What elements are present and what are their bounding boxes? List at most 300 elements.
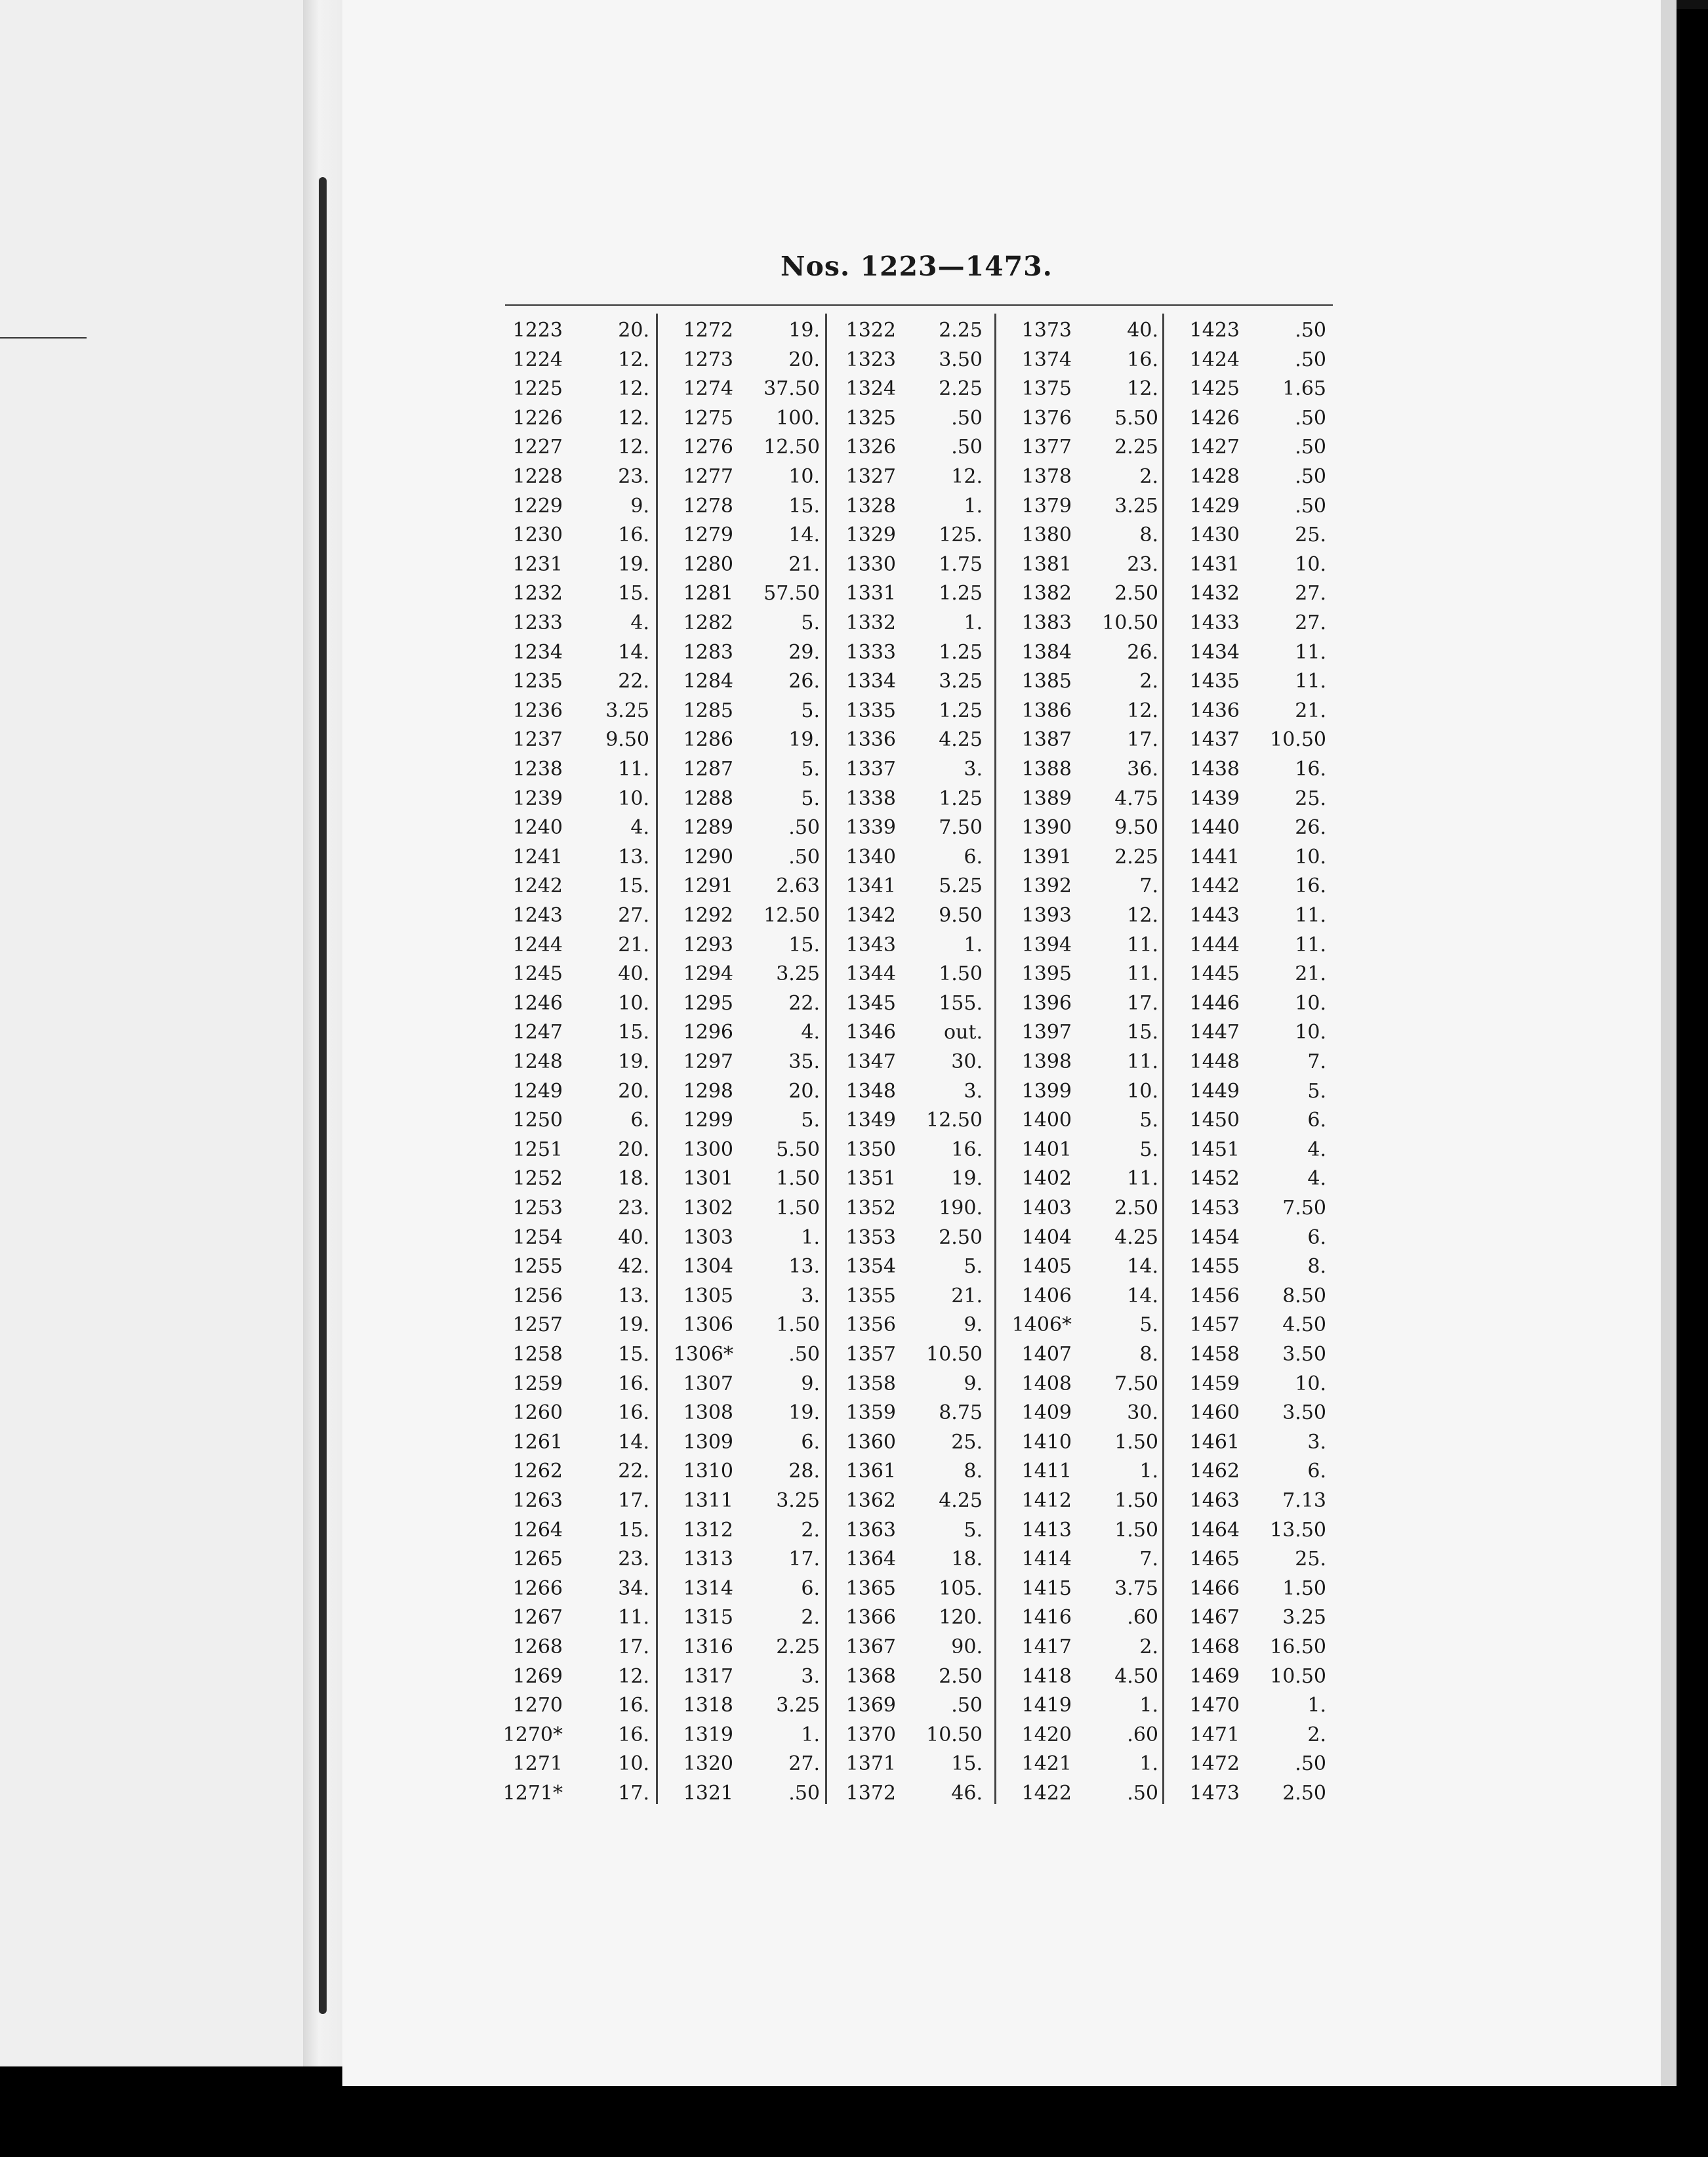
item-number: 1378	[1021, 465, 1072, 488]
item-number: 1409	[1021, 1401, 1072, 1425]
item-price: 2.63	[776, 874, 820, 898]
item-price: 4.	[630, 816, 649, 840]
item-price: 11.	[618, 1606, 649, 1630]
item-number: 1439	[1189, 787, 1240, 810]
item-price: 5.	[801, 758, 820, 781]
binding-spine	[319, 177, 327, 2014]
item-price: 7.	[1139, 874, 1158, 898]
item-price: 28.	[788, 1460, 820, 1483]
item-price: 2.25	[1114, 436, 1158, 459]
item-price: 9.	[630, 494, 649, 518]
item-number: 1451	[1189, 1138, 1240, 1161]
item-price: 5.	[801, 611, 820, 634]
item-price: 1.	[1139, 1460, 1158, 1483]
item-number: 1246	[512, 991, 563, 1015]
item-price: 5.	[1139, 1313, 1158, 1337]
item-number: 1402	[1021, 1167, 1072, 1191]
item-number: 1377	[1021, 436, 1072, 459]
item-price: 10.50	[926, 1723, 983, 1746]
item-price: 27.	[1295, 582, 1326, 606]
item-number: 1405	[1021, 1255, 1072, 1279]
item-price: 16.	[618, 1694, 649, 1717]
item-price: 1.50	[1282, 1576, 1326, 1600]
item-number: 1473	[1189, 1782, 1240, 1805]
item-number: 1328	[845, 494, 896, 518]
item-price: 1.50	[776, 1313, 820, 1337]
item-number: 1433	[1189, 611, 1240, 634]
item-price: 5.25	[939, 874, 983, 898]
item-number: 1244	[512, 933, 563, 956]
item-price: .50	[951, 436, 983, 459]
item-number: 1314	[683, 1576, 733, 1600]
item-number: 1227	[512, 436, 563, 459]
item-price: 4.	[1307, 1138, 1326, 1161]
item-price: 1.50	[939, 962, 983, 986]
item-price: 7.13	[1282, 1489, 1326, 1512]
item-price: 14.	[788, 524, 820, 547]
item-number: 1263	[512, 1489, 563, 1512]
item-price: 7.50	[1282, 1197, 1326, 1220]
item-price: 34.	[618, 1576, 649, 1600]
item-number: 1303	[683, 1225, 733, 1249]
item-number: 1298	[683, 1079, 733, 1103]
item-number: 1449	[1189, 1079, 1240, 1103]
item-number: 1435	[1189, 670, 1240, 693]
item-number: 1268	[512, 1635, 563, 1658]
item-number: 1352	[845, 1197, 896, 1220]
item-price: 23.	[618, 1548, 649, 1571]
item-number: 1362	[845, 1489, 896, 1512]
item-number: 1363	[845, 1518, 896, 1542]
item-price: 3.	[964, 758, 983, 781]
item-number: 1247	[512, 1021, 563, 1044]
item-number: 1358	[845, 1372, 896, 1395]
item-number: 1323	[845, 348, 896, 371]
item-number: 1372	[845, 1782, 896, 1805]
item-number: 1450	[1189, 1109, 1240, 1132]
item-number: 1431	[1189, 552, 1240, 576]
item-price: 1.	[1139, 1694, 1158, 1717]
item-price: 13.50	[1270, 1518, 1326, 1542]
item-number: 1390	[1021, 816, 1072, 840]
item-price: 16.	[618, 1401, 649, 1425]
item-price: 5.	[1139, 1138, 1158, 1161]
item-price: .50	[1295, 348, 1326, 371]
item-price: 3.	[801, 1664, 820, 1688]
item-number: 1386	[1021, 699, 1072, 722]
item-price: 5.	[964, 1255, 983, 1279]
item-number: 1414	[1021, 1548, 1072, 1571]
item-number: 1382	[1021, 582, 1072, 606]
item-price: 23.	[1127, 552, 1158, 576]
item-number: 1283	[683, 640, 733, 664]
item-price: 2.25	[939, 377, 983, 401]
item-price: 1.25	[939, 699, 983, 722]
item-number: 1385	[1021, 670, 1072, 693]
item-number: 1267	[512, 1606, 563, 1630]
item-number: 1223	[512, 319, 563, 342]
item-price: 6.	[1307, 1225, 1326, 1249]
item-price: 3.75	[1114, 1576, 1158, 1600]
item-price: 25.	[1295, 524, 1326, 547]
item-number: 1334	[845, 670, 896, 693]
item-number: 1403	[1021, 1197, 1072, 1220]
item-number: 1257	[512, 1313, 563, 1337]
item-price: 6.	[801, 1576, 820, 1600]
item-number: 1394	[1021, 933, 1072, 956]
item-number: 1425	[1189, 377, 1240, 401]
left-page-rule	[0, 337, 87, 339]
item-number: 1322	[845, 319, 896, 342]
item-number: 1345	[845, 991, 896, 1015]
item-price: 8.75	[939, 1401, 983, 1425]
item-number: 1406*	[1011, 1313, 1072, 1337]
item-number: 1445	[1189, 962, 1240, 986]
item-price: 16.	[1295, 758, 1326, 781]
item-number: 1407	[1021, 1343, 1072, 1366]
item-price: 6.	[1307, 1109, 1326, 1132]
item-price: 17.	[1127, 728, 1158, 752]
item-number: 1440	[1189, 816, 1240, 840]
item-number: 1289	[683, 816, 733, 840]
item-price: 2.	[801, 1518, 820, 1542]
item-number: 1381	[1021, 552, 1072, 576]
item-price: 2.50	[1282, 1782, 1326, 1805]
item-price: 19.	[788, 728, 820, 752]
item-price: 155.	[939, 991, 983, 1015]
item-number: 1273	[683, 348, 733, 371]
item-number: 1389	[1021, 787, 1072, 810]
item-number: 1419	[1021, 1694, 1072, 1717]
item-price: 4.50	[1114, 1664, 1158, 1688]
item-number: 1274	[683, 377, 733, 401]
item-number: 1348	[845, 1079, 896, 1103]
item-number: 1248	[512, 1050, 563, 1073]
item-price: 8.	[1139, 524, 1158, 547]
item-price: 16.	[618, 1723, 649, 1746]
item-price: 30.	[1127, 1401, 1158, 1425]
item-price: .60	[1127, 1606, 1158, 1630]
item-number: 1238	[512, 758, 563, 781]
item-price: 100.	[776, 406, 820, 430]
item-number: 1293	[683, 933, 733, 956]
item-number: 1340	[845, 845, 896, 869]
item-number: 1438	[1189, 758, 1240, 781]
item-number: 1249	[512, 1079, 563, 1103]
item-price: 12.50	[763, 436, 820, 459]
item-number: 1366	[845, 1606, 896, 1630]
item-price: 5.	[1307, 1079, 1326, 1103]
item-number: 1301	[683, 1167, 733, 1191]
item-number: 1429	[1189, 494, 1240, 518]
item-price: 11.	[1295, 670, 1326, 693]
item-number: 1461	[1189, 1430, 1240, 1454]
item-price: 14.	[1127, 1284, 1158, 1307]
item-price: 3.	[1307, 1430, 1326, 1454]
item-price: 20.	[618, 1138, 649, 1161]
item-price: 1.50	[1114, 1489, 1158, 1512]
item-number: 1460	[1189, 1401, 1240, 1425]
item-number: 1443	[1189, 904, 1240, 927]
item-price: 1.50	[1114, 1518, 1158, 1542]
item-number: 1320	[683, 1752, 733, 1776]
item-number: 1418	[1021, 1664, 1072, 1688]
item-number: 1270	[512, 1694, 563, 1717]
item-price: 19.	[788, 319, 820, 342]
item-price: 13.	[788, 1255, 820, 1279]
item-number: 1269	[512, 1664, 563, 1688]
item-number: 1275	[683, 406, 733, 430]
item-number: 1341	[845, 874, 896, 898]
item-number: 1304	[683, 1255, 733, 1279]
column-separator	[656, 314, 658, 1804]
item-number: 1331	[845, 582, 896, 606]
item-number: 1339	[845, 816, 896, 840]
item-number: 1392	[1021, 874, 1072, 898]
item-number: 1398	[1021, 1050, 1072, 1073]
item-number: 1226	[512, 406, 563, 430]
item-price: 1.	[964, 494, 983, 518]
item-number: 1420	[1021, 1723, 1072, 1746]
item-price: .50	[788, 1782, 820, 1805]
item-price: 18.	[951, 1548, 983, 1571]
item-price: 12.	[618, 436, 649, 459]
item-price: .50	[1127, 1782, 1158, 1805]
item-price: 12.50	[763, 904, 820, 927]
item-price: 8.	[1307, 1255, 1326, 1279]
item-number: 1318	[683, 1694, 733, 1717]
item-price: 16.	[618, 524, 649, 547]
item-price: 4.75	[1114, 787, 1158, 810]
item-price: 1.50	[776, 1197, 820, 1220]
item-number: 1364	[845, 1548, 896, 1571]
item-price: 1.75	[939, 552, 983, 576]
item-price: 4.25	[1114, 1225, 1158, 1249]
item-number: 1423	[1189, 319, 1240, 342]
item-price: 5.	[1139, 1109, 1158, 1132]
item-price: 16.	[1295, 874, 1326, 898]
item-price: 4.	[630, 611, 649, 634]
item-price: 1.50	[776, 1167, 820, 1191]
item-number: 1290	[683, 845, 733, 869]
item-number: 1225	[512, 377, 563, 401]
item-price: 12.	[618, 348, 649, 371]
item-number: 1370	[845, 1723, 896, 1746]
item-number: 1329	[845, 524, 896, 547]
item-price: 22.	[618, 670, 649, 693]
item-price: .50	[1295, 406, 1326, 430]
item-number: 1338	[845, 787, 896, 810]
item-number: 1291	[683, 874, 733, 898]
item-number: 1441	[1189, 845, 1240, 869]
item-price: 10.	[618, 1752, 649, 1776]
item-price: 9.50	[605, 728, 649, 752]
item-number: 1350	[845, 1138, 896, 1161]
item-price: 3.25	[776, 1489, 820, 1512]
item-number: 1344	[845, 962, 896, 986]
item-price: 6.	[1307, 1460, 1326, 1483]
item-price: 1.	[1139, 1752, 1158, 1776]
item-price: 190.	[939, 1197, 983, 1220]
item-number: 1465	[1189, 1548, 1240, 1571]
item-price: 125.	[939, 524, 983, 547]
item-price: 36.	[1127, 758, 1158, 781]
item-price: 17.	[618, 1489, 649, 1512]
item-price: 10.	[1295, 991, 1326, 1015]
item-price: 5.50	[1114, 406, 1158, 430]
item-price: 4.50	[1282, 1313, 1326, 1337]
item-number: 1413	[1021, 1518, 1072, 1542]
item-number: 1468	[1189, 1635, 1240, 1658]
item-price: 20.	[618, 319, 649, 342]
item-price: 8.	[1139, 1343, 1158, 1366]
item-price: 2.50	[1114, 582, 1158, 606]
item-number: 1408	[1021, 1372, 1072, 1395]
item-number: 1296	[683, 1021, 733, 1044]
item-number: 1306*	[673, 1343, 733, 1366]
item-price: 16.50	[1270, 1635, 1326, 1658]
item-number: 1256	[512, 1284, 563, 1307]
column-separator	[1162, 314, 1164, 1804]
item-price: 5.50	[776, 1138, 820, 1161]
page-right-edge	[1661, 0, 1677, 2086]
item-price: 5.	[964, 1518, 983, 1542]
item-number: 1368	[845, 1664, 896, 1688]
item-price: 17.	[788, 1548, 820, 1571]
item-price: 42.	[618, 1255, 649, 1279]
item-number: 1294	[683, 962, 733, 986]
item-number: 1280	[683, 552, 733, 576]
item-price: 22.	[618, 1460, 649, 1483]
item-number: 1231	[512, 552, 563, 576]
item-price: 1.25	[939, 787, 983, 810]
item-number: 1308	[683, 1401, 733, 1425]
item-price: 40.	[1127, 319, 1158, 342]
item-price: 7.50	[939, 816, 983, 840]
item-number: 1260	[512, 1401, 563, 1425]
item-number: 1309	[683, 1430, 733, 1454]
item-price: 1.25	[939, 582, 983, 606]
item-number: 1347	[845, 1050, 896, 1073]
item-number: 1281	[683, 582, 733, 606]
item-price: .50	[788, 845, 820, 869]
item-price: 12.	[951, 465, 983, 488]
item-number: 1307	[683, 1372, 733, 1395]
item-price: 37.50	[763, 377, 820, 401]
item-number: 1401	[1021, 1138, 1072, 1161]
item-number: 1471	[1189, 1723, 1240, 1746]
item-price: 9.50	[939, 904, 983, 927]
item-price: 90.	[951, 1635, 983, 1658]
item-price: 2.25	[1114, 845, 1158, 869]
item-price: 10.50	[926, 1343, 983, 1366]
item-price: 15.	[618, 1518, 649, 1542]
title-rule	[505, 304, 1333, 306]
item-number: 1437	[1189, 728, 1240, 752]
item-number: 1270*	[502, 1723, 563, 1746]
item-price: out.	[944, 1021, 983, 1044]
item-price: 15.	[618, 582, 649, 606]
item-price: 8.50	[1282, 1284, 1326, 1307]
item-number: 1288	[683, 787, 733, 810]
item-price: 13.	[618, 845, 649, 869]
item-number: 1241	[512, 845, 563, 869]
item-price: 2.	[801, 1606, 820, 1630]
item-price: .50	[1295, 1752, 1326, 1776]
item-price: 105.	[939, 1576, 983, 1600]
item-price: .50	[1295, 494, 1326, 518]
item-number: 1357	[845, 1343, 896, 1366]
item-price: 12.	[1127, 377, 1158, 401]
item-price: 6.	[801, 1430, 820, 1454]
item-number: 1453	[1189, 1197, 1240, 1220]
item-price: 3.50	[939, 348, 983, 371]
item-price: 2.25	[776, 1635, 820, 1658]
item-number: 1456	[1189, 1284, 1240, 1307]
item-price: 19.	[618, 1313, 649, 1337]
item-number: 1292	[683, 904, 733, 927]
item-price: 10.	[1127, 1079, 1158, 1103]
item-price: 10.	[1295, 1021, 1326, 1044]
item-price: 1.	[1307, 1694, 1326, 1717]
item-price: 17.	[618, 1635, 649, 1658]
item-price: 11.	[1295, 640, 1326, 664]
item-number: 1279	[683, 524, 733, 547]
item-number: 1224	[512, 348, 563, 371]
item-price: 6.	[964, 845, 983, 869]
item-price: 4.25	[939, 728, 983, 752]
item-number: 1458	[1189, 1343, 1240, 1366]
item-number: 1430	[1189, 524, 1240, 547]
item-number: 1384	[1021, 640, 1072, 664]
item-number: 1285	[683, 699, 733, 722]
item-number: 1271*	[502, 1782, 563, 1805]
item-price: 27.	[618, 904, 649, 927]
item-price: 11.	[1127, 1050, 1158, 1073]
item-number: 1411	[1021, 1460, 1072, 1483]
item-number: 1361	[845, 1460, 896, 1483]
item-price: 9.	[964, 1372, 983, 1395]
item-number: 1302	[683, 1197, 733, 1220]
item-price: 27.	[1295, 611, 1326, 634]
item-number: 1383	[1021, 611, 1072, 634]
item-price: 12.	[618, 377, 649, 401]
item-price: 40.	[618, 962, 649, 986]
item-price: 25.	[951, 1430, 983, 1454]
item-price: 57.50	[763, 582, 820, 606]
item-price: 22.	[788, 991, 820, 1015]
item-price: 2.25	[939, 319, 983, 342]
item-number: 1448	[1189, 1050, 1240, 1073]
item-price: 1.	[964, 611, 983, 634]
item-number: 1457	[1189, 1313, 1240, 1337]
item-price: 13.	[618, 1284, 649, 1307]
item-price: 7.	[1139, 1548, 1158, 1571]
item-number: 1353	[845, 1225, 896, 1249]
item-price: 3.25	[1114, 494, 1158, 518]
item-number: 1311	[683, 1489, 733, 1512]
item-number: 1313	[683, 1548, 733, 1571]
item-price: 5.	[801, 1109, 820, 1132]
item-price: 15.	[1127, 1021, 1158, 1044]
item-number: 1470	[1189, 1694, 1240, 1717]
item-number: 1287	[683, 758, 733, 781]
item-number: 1373	[1021, 319, 1072, 342]
item-price: 1.	[964, 933, 983, 956]
item-number: 1410	[1021, 1430, 1072, 1454]
item-price: 35.	[788, 1050, 820, 1073]
item-price: 3.25	[1282, 1606, 1326, 1630]
